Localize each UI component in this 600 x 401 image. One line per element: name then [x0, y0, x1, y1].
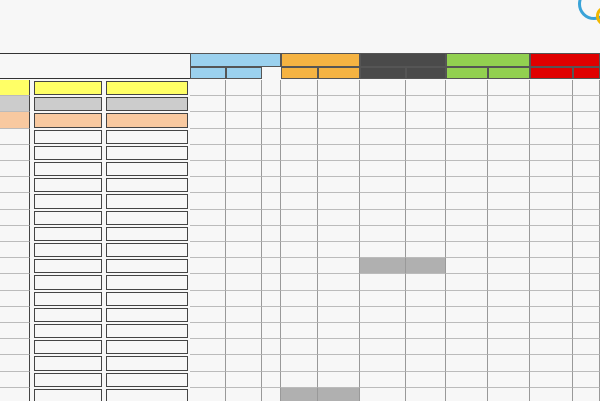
empty-cell[interactable]	[446, 80, 488, 96]
empty-cell[interactable]	[488, 80, 530, 96]
subheader-punkte	[318, 67, 360, 79]
team-header	[0, 53, 190, 79]
empty-cell[interactable]	[573, 96, 600, 112]
score-cell[interactable]	[360, 339, 406, 355]
team-member-1[interactable]	[0, 258, 30, 274]
empty-cell[interactable]	[573, 323, 600, 339]
empty-cell[interactable]	[446, 291, 488, 307]
team-member-2[interactable]	[34, 373, 102, 387]
empty-cell[interactable]	[573, 274, 600, 290]
score-cell[interactable]	[406, 307, 446, 323]
team-member-2[interactable]	[34, 113, 102, 127]
empty-cell[interactable]	[530, 258, 573, 274]
score-cell[interactable]	[281, 226, 318, 242]
score-cell[interactable]	[281, 258, 318, 274]
score-cell[interactable]	[406, 129, 446, 145]
score-cell[interactable]	[190, 323, 226, 339]
empty-cell[interactable]	[573, 388, 600, 401]
empty-cell[interactable]	[530, 129, 573, 145]
score-cell[interactable]	[318, 274, 360, 290]
empty-cell[interactable]	[530, 112, 573, 128]
empty-cell[interactable]	[446, 274, 488, 290]
empty-cell[interactable]	[446, 307, 488, 323]
score-cell[interactable]	[226, 274, 262, 290]
empty-cell[interactable]	[488, 242, 530, 258]
empty-cell[interactable]	[573, 258, 600, 274]
score-cell[interactable]	[226, 242, 262, 258]
team-member-2[interactable]	[34, 259, 102, 273]
empty-cell[interactable]	[262, 307, 281, 323]
subheader-rang	[190, 67, 226, 79]
empty-cell[interactable]	[262, 355, 281, 371]
score-cell[interactable]	[318, 112, 360, 128]
empty-cell[interactable]	[530, 145, 573, 161]
empty-cell[interactable]	[262, 129, 281, 145]
team-member-2[interactable]	[34, 389, 102, 401]
score-cell[interactable]	[360, 129, 406, 145]
empty-cell[interactable]	[573, 226, 600, 242]
team-member-3[interactable]	[106, 243, 188, 257]
empty-cell[interactable]	[573, 112, 600, 128]
score-cell[interactable]	[406, 210, 446, 226]
discipline-header	[281, 53, 360, 67]
team-member-3[interactable]	[106, 308, 188, 322]
team-member-1[interactable]	[0, 112, 30, 128]
empty-cell[interactable]	[446, 129, 488, 145]
team-member-2[interactable]	[34, 340, 102, 354]
empty-cell[interactable]	[488, 161, 530, 177]
score-cell[interactable]	[226, 323, 262, 339]
score-cell[interactable]	[226, 161, 262, 177]
score-cell[interactable]	[318, 372, 360, 388]
empty-cell[interactable]	[488, 258, 530, 274]
empty-cell[interactable]	[530, 291, 573, 307]
score-cell[interactable]	[226, 355, 262, 371]
score-cell[interactable]	[318, 388, 360, 401]
empty-cell[interactable]	[262, 96, 281, 112]
empty-cell[interactable]	[262, 226, 281, 242]
subheader-rang	[446, 67, 488, 79]
score-cell[interactable]	[360, 226, 406, 242]
score-cell[interactable]	[318, 226, 360, 242]
team-member-1[interactable]	[0, 129, 30, 145]
score-cell[interactable]	[281, 145, 318, 161]
score-cell[interactable]	[226, 129, 262, 145]
score-cell[interactable]	[190, 145, 226, 161]
score-cell[interactable]	[281, 112, 318, 128]
score-cell[interactable]	[281, 242, 318, 258]
empty-cell[interactable]	[262, 242, 281, 258]
score-cell[interactable]	[281, 307, 318, 323]
score-cell[interactable]	[318, 161, 360, 177]
score-cell[interactable]	[226, 112, 262, 128]
empty-cell[interactable]	[530, 307, 573, 323]
empty-cell[interactable]	[446, 96, 488, 112]
discipline-header	[530, 53, 600, 67]
team-member-3[interactable]	[106, 81, 188, 95]
empty-cell[interactable]	[530, 242, 573, 258]
team-member-3[interactable]	[106, 113, 188, 127]
score-cell[interactable]	[226, 258, 262, 274]
score-cell[interactable]	[318, 145, 360, 161]
team-member-3[interactable]	[106, 356, 188, 370]
empty-cell[interactable]	[488, 145, 530, 161]
empty-cell[interactable]	[530, 161, 573, 177]
team-member-2[interactable]	[34, 227, 102, 241]
team-member-2[interactable]	[34, 97, 102, 111]
team-member-1[interactable]	[0, 226, 30, 242]
empty-cell[interactable]	[262, 291, 281, 307]
score-cell[interactable]	[190, 307, 226, 323]
score-cell[interactable]	[226, 96, 262, 112]
score-cell[interactable]	[190, 96, 226, 112]
score-cell[interactable]	[190, 210, 226, 226]
empty-cell[interactable]	[530, 339, 573, 355]
score-cell[interactable]	[318, 323, 360, 339]
empty-cell[interactable]	[488, 226, 530, 242]
team-member-1[interactable]	[0, 388, 30, 401]
score-cell[interactable]	[226, 210, 262, 226]
score-cell[interactable]	[190, 177, 226, 193]
empty-cell[interactable]	[446, 145, 488, 161]
score-cell[interactable]	[406, 177, 446, 193]
score-cell[interactable]	[360, 177, 406, 193]
score-cell[interactable]	[281, 161, 318, 177]
empty-cell[interactable]	[488, 96, 530, 112]
score-cell[interactable]	[281, 355, 318, 371]
team-member-3[interactable]	[106, 373, 188, 387]
score-cell[interactable]	[190, 372, 226, 388]
empty-cell[interactable]	[446, 355, 488, 371]
empty-cell[interactable]	[488, 355, 530, 371]
team-member-2[interactable]	[34, 324, 102, 338]
empty-cell[interactable]	[446, 193, 488, 209]
empty-cell[interactable]	[488, 193, 530, 209]
empty-cell[interactable]	[573, 177, 600, 193]
score-cell[interactable]	[360, 80, 406, 96]
score-cell[interactable]	[360, 372, 406, 388]
score-cell[interactable]	[360, 145, 406, 161]
empty-cell[interactable]	[573, 242, 600, 258]
score-cell[interactable]	[226, 145, 262, 161]
score-cell[interactable]	[226, 226, 262, 242]
empty-cell[interactable]	[488, 129, 530, 145]
empty-cell[interactable]	[530, 226, 573, 242]
empty-cell[interactable]	[573, 210, 600, 226]
score-cell[interactable]	[318, 210, 360, 226]
team-member-1[interactable]	[0, 210, 30, 226]
team-member-1[interactable]	[0, 80, 30, 96]
score-cell[interactable]	[318, 258, 360, 274]
empty-cell[interactable]	[573, 355, 600, 371]
empty-cell[interactable]	[488, 323, 530, 339]
empty-cell[interactable]	[573, 129, 600, 145]
team-member-2[interactable]	[34, 194, 102, 208]
empty-cell[interactable]	[530, 96, 573, 112]
score-cell[interactable]	[406, 339, 446, 355]
empty-cell[interactable]	[573, 193, 600, 209]
score-cell[interactable]	[406, 145, 446, 161]
team-member-3[interactable]	[106, 292, 188, 306]
score-cell[interactable]	[226, 372, 262, 388]
empty-cell[interactable]	[488, 291, 530, 307]
empty-cell[interactable]	[530, 210, 573, 226]
score-cell[interactable]	[281, 372, 318, 388]
empty-cell[interactable]	[573, 339, 600, 355]
team-member-2[interactable]	[34, 211, 102, 225]
score-cell[interactable]	[406, 372, 446, 388]
score-cell[interactable]	[360, 210, 406, 226]
score-cell[interactable]	[281, 274, 318, 290]
score-cell[interactable]	[318, 129, 360, 145]
empty-cell[interactable]	[530, 388, 573, 401]
team-member-3[interactable]	[106, 340, 188, 354]
score-cell[interactable]	[360, 291, 406, 307]
empty-cell[interactable]	[573, 161, 600, 177]
empty-cell[interactable]	[446, 323, 488, 339]
team-member-1[interactable]	[0, 307, 30, 323]
score-cell[interactable]	[406, 242, 446, 258]
score-cell[interactable]	[190, 193, 226, 209]
score-cell[interactable]	[360, 274, 406, 290]
score-cell[interactable]	[281, 339, 318, 355]
team-member-2[interactable]	[34, 130, 102, 144]
empty-cell[interactable]	[262, 177, 281, 193]
score-cell[interactable]	[406, 193, 446, 209]
empty-cell[interactable]	[446, 258, 488, 274]
score-cell[interactable]	[190, 339, 226, 355]
team-member-1[interactable]	[0, 242, 30, 258]
score-cell[interactable]	[190, 80, 226, 96]
score-cell[interactable]	[226, 291, 262, 307]
team-member-1[interactable]	[0, 161, 30, 177]
empty-cell[interactable]	[573, 80, 600, 96]
empty-cell[interactable]	[446, 242, 488, 258]
empty-cell[interactable]	[446, 226, 488, 242]
score-cell[interactable]	[360, 323, 406, 339]
score-cell[interactable]	[190, 274, 226, 290]
discipline-header	[190, 53, 281, 67]
score-cell[interactable]	[281, 80, 318, 96]
empty-cell[interactable]	[446, 161, 488, 177]
subheader-rang	[281, 67, 318, 79]
score-cell[interactable]	[318, 339, 360, 355]
discipline-header	[360, 53, 446, 67]
score-cell[interactable]	[190, 161, 226, 177]
empty-cell[interactable]	[446, 388, 488, 401]
team-member-3[interactable]	[106, 146, 188, 160]
score-cell[interactable]	[318, 242, 360, 258]
team-member-3[interactable]	[106, 389, 188, 401]
team-member-3[interactable]	[106, 97, 188, 111]
empty-cell[interactable]	[488, 307, 530, 323]
score-cell[interactable]	[226, 339, 262, 355]
team-member-2[interactable]	[34, 356, 102, 370]
score-cell[interactable]	[190, 291, 226, 307]
score-cell[interactable]	[281, 291, 318, 307]
team-member-2[interactable]	[34, 292, 102, 306]
score-cell[interactable]	[190, 258, 226, 274]
empty-cell[interactable]	[488, 177, 530, 193]
team-member-1[interactable]	[0, 339, 30, 355]
team-member-3[interactable]	[106, 227, 188, 241]
score-cell[interactable]	[190, 355, 226, 371]
score-cell[interactable]	[190, 226, 226, 242]
empty-cell[interactable]	[262, 112, 281, 128]
score-cell[interactable]	[281, 193, 318, 209]
score-cell[interactable]	[190, 112, 226, 128]
score-cell[interactable]	[281, 210, 318, 226]
score-cell[interactable]	[318, 307, 360, 323]
empty-cell[interactable]	[262, 388, 281, 401]
score-cell[interactable]	[318, 291, 360, 307]
score-cell[interactable]	[318, 355, 360, 371]
empty-cell[interactable]	[488, 339, 530, 355]
score-cell[interactable]	[190, 129, 226, 145]
empty-cell[interactable]	[573, 291, 600, 307]
score-cell[interactable]	[281, 96, 318, 112]
score-cell[interactable]	[318, 96, 360, 112]
score-cell[interactable]	[406, 291, 446, 307]
team-member-3[interactable]	[106, 130, 188, 144]
score-cell[interactable]	[360, 355, 406, 371]
empty-cell[interactable]	[446, 210, 488, 226]
empty-cell[interactable]	[446, 339, 488, 355]
score-cell[interactable]	[360, 96, 406, 112]
score-cell[interactable]	[360, 242, 406, 258]
team-member-1[interactable]	[0, 177, 30, 193]
score-cell[interactable]	[190, 388, 226, 401]
score-cell[interactable]	[190, 242, 226, 258]
score-cell[interactable]	[281, 323, 318, 339]
score-cell[interactable]	[226, 193, 262, 209]
score-cell[interactable]	[360, 258, 406, 274]
empty-cell[interactable]	[262, 339, 281, 355]
empty-cell[interactable]	[530, 177, 573, 193]
score-cell[interactable]	[360, 307, 406, 323]
score-cell[interactable]	[226, 307, 262, 323]
discipline-header	[446, 53, 530, 67]
subheader-punkte	[488, 67, 530, 79]
empty-cell[interactable]	[530, 80, 573, 96]
empty-cell[interactable]	[262, 161, 281, 177]
empty-cell[interactable]	[488, 274, 530, 290]
empty-cell[interactable]	[573, 307, 600, 323]
score-cell[interactable]	[360, 193, 406, 209]
team-member-2[interactable]	[34, 178, 102, 192]
empty-cell[interactable]	[446, 372, 488, 388]
team-member-2[interactable]	[34, 243, 102, 257]
team-member-2[interactable]	[34, 275, 102, 289]
score-cell[interactable]	[360, 112, 406, 128]
score-cell[interactable]	[406, 112, 446, 128]
empty-cell[interactable]	[262, 193, 281, 209]
subheader-punkte	[226, 67, 262, 79]
score-cell[interactable]	[226, 80, 262, 96]
score-cell[interactable]	[281, 177, 318, 193]
empty-cell[interactable]	[530, 355, 573, 371]
team-member-1[interactable]	[0, 372, 30, 388]
team-member-1[interactable]	[0, 274, 30, 290]
team-member-2[interactable]	[34, 162, 102, 176]
score-cell[interactable]	[406, 96, 446, 112]
score-cell[interactable]	[406, 161, 446, 177]
score-cell[interactable]	[406, 323, 446, 339]
empty-cell[interactable]	[262, 372, 281, 388]
empty-cell[interactable]	[262, 80, 281, 96]
empty-cell[interactable]	[262, 210, 281, 226]
team-member-1[interactable]	[0, 291, 30, 307]
team-member-3[interactable]	[106, 275, 188, 289]
empty-cell[interactable]	[488, 372, 530, 388]
empty-cell[interactable]	[488, 210, 530, 226]
score-cell[interactable]	[360, 161, 406, 177]
score-cell[interactable]	[318, 80, 360, 96]
subheader-punkte	[573, 67, 600, 79]
team-member-1[interactable]	[0, 355, 30, 371]
team-member-3[interactable]	[106, 162, 188, 176]
subheader-rang	[360, 67, 406, 79]
score-cell[interactable]	[226, 177, 262, 193]
empty-cell[interactable]	[530, 372, 573, 388]
team-member-1[interactable]	[0, 145, 30, 161]
empty-cell[interactable]	[573, 372, 600, 388]
team-member-3[interactable]	[106, 178, 188, 192]
empty-cell[interactable]	[488, 388, 530, 401]
team-member-1[interactable]	[0, 96, 30, 112]
score-cell[interactable]	[406, 258, 446, 274]
empty-cell[interactable]	[262, 145, 281, 161]
empty-cell[interactable]	[573, 145, 600, 161]
score-cell[interactable]	[406, 226, 446, 242]
empty-cell[interactable]	[446, 112, 488, 128]
subheader-rang	[530, 67, 573, 79]
score-cell[interactable]	[226, 388, 262, 401]
team-member-1[interactable]	[0, 323, 30, 339]
score-cell[interactable]	[281, 388, 318, 401]
score-cell[interactable]	[318, 177, 360, 193]
subheader-punkte	[406, 67, 446, 79]
team-member-3[interactable]	[106, 259, 188, 273]
team-member-3[interactable]	[106, 324, 188, 338]
empty-cell[interactable]	[446, 177, 488, 193]
score-cell[interactable]	[281, 129, 318, 145]
team-member-3[interactable]	[106, 194, 188, 208]
score-cell[interactable]	[406, 355, 446, 371]
score-cell[interactable]	[406, 388, 446, 401]
empty-cell[interactable]	[530, 323, 573, 339]
score-cell[interactable]	[406, 274, 446, 290]
empty-cell[interactable]	[262, 258, 281, 274]
empty-cell[interactable]	[530, 193, 573, 209]
empty-cell[interactable]	[530, 274, 573, 290]
score-cell[interactable]	[406, 80, 446, 96]
empty-cell[interactable]	[262, 323, 281, 339]
score-cell[interactable]	[318, 193, 360, 209]
team-member-3[interactable]	[106, 211, 188, 225]
score-cell[interactable]	[360, 388, 406, 401]
empty-cell[interactable]	[488, 112, 530, 128]
team-member-1[interactable]	[0, 193, 30, 209]
team-member-2[interactable]	[34, 81, 102, 95]
empty-cell[interactable]	[262, 274, 281, 290]
team-member-2[interactable]	[34, 146, 102, 160]
team-member-2[interactable]	[34, 308, 102, 322]
